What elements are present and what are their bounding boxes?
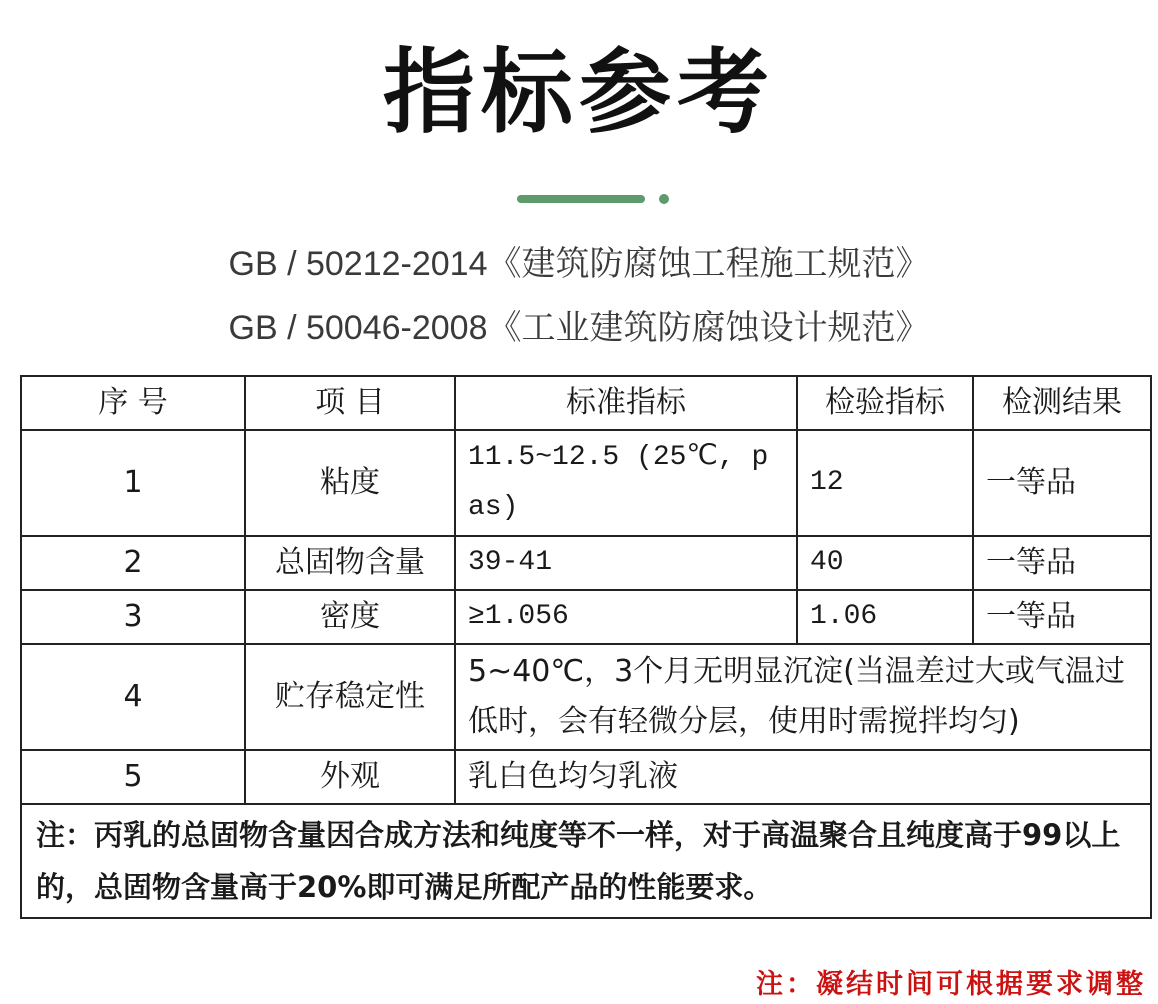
cell-test: 40 (797, 536, 973, 590)
cell-standard: 乳白色均匀乳液 (455, 750, 1151, 804)
table-header-row (21, 376, 1151, 430)
standard-line: GB / 50212-2014《建筑防腐蚀工程施工规范》 (228, 245, 930, 283)
table-note-row (21, 804, 1151, 918)
table-row (21, 644, 1151, 750)
cell-standard: 11.5~12.5 (25℃, pas) (455, 430, 797, 536)
header-no: 序 号 (21, 376, 245, 430)
standards-list (0, 232, 1158, 360)
table-row (21, 590, 1151, 644)
table-row (21, 536, 1151, 590)
cell-no: 1 (21, 430, 245, 536)
cell-result: 一等品 (973, 430, 1151, 536)
table-row (21, 430, 1151, 536)
header-result: 检测结果 (973, 376, 1151, 430)
cell-standard: 39-41 (455, 536, 797, 590)
cell-result: 一等品 (973, 536, 1151, 590)
cell-result: 一等品 (973, 590, 1151, 644)
divider-dot (659, 194, 669, 204)
cell-item: 密度 (245, 590, 455, 644)
page-title: 指标参考 (382, 39, 775, 146)
table-row (21, 750, 1151, 804)
cell-test: 1.06 (797, 590, 973, 644)
table-note: 注：丙乳的总固物含量因合成方法和纯度等不一样，对于高温聚合且纯度高于99以上的，总固物含量高于20%即可满足所配产品的性能要求。 (21, 804, 1151, 918)
cell-no: 5 (21, 750, 245, 804)
divider-bar (517, 195, 645, 203)
cell-standard: ≥1.056 (455, 590, 797, 644)
cell-no: 3 (21, 590, 245, 644)
title-divider (0, 193, 1158, 207)
cell-standard: 5~40℃，3个月无明显沉淀(当温差过大或气温过低时，会有轻微分层，使用时需搅拌均匀) (455, 644, 1151, 750)
cell-item: 总固物含量 (245, 536, 455, 590)
cell-item: 外观 (245, 750, 455, 804)
header-standard: 标准指标 (455, 376, 797, 430)
cell-no: 4 (21, 644, 245, 750)
footnote: 注：凝结时间可根据要求调整 (756, 969, 1146, 1000)
standard-line: GB / 50046-2008《工业建筑防腐蚀设计规范》 (228, 309, 930, 347)
cell-test: 12 (797, 430, 973, 536)
cell-item: 粘度 (245, 430, 455, 536)
cell-no: 2 (21, 536, 245, 590)
header-test: 检验指标 (797, 376, 973, 430)
cell-item: 贮存稳定性 (245, 644, 455, 750)
header-item: 项 目 (245, 376, 455, 430)
spec-table (20, 375, 1152, 919)
